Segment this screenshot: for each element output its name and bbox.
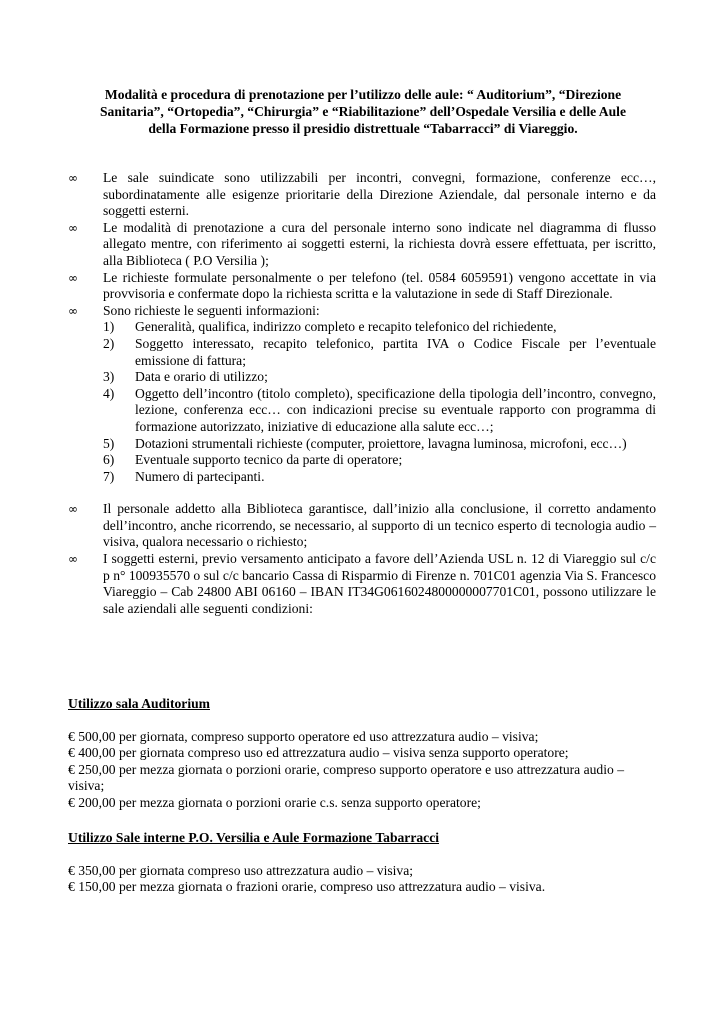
list-item-text: Sono richieste le seguenti informazioni: [103,302,320,318]
numbered-item [103,319,656,336]
price-line: € 500,00 per giornata, compreso supporto operatore ed uso attrezzatura audio – visiva; [68,728,539,744]
document-title [68,86,658,137]
price-line: € 150,00 per mezza giornata o frazioni orarie, compreso uso attrezzatura audio – visiva. [68,879,546,895]
sale-interne-section [68,830,656,896]
numbered-item [103,336,656,369]
item-number: 1) [103,319,115,335]
item-number: 6) [103,452,115,468]
item-number: 2) [103,335,115,351]
section-heading: Utilizzo sala Auditorium [68,696,210,711]
required-info-list [103,319,656,485]
list-item-text: Le richieste formulate personalmente o per telefono (tel. 0584 6059591) vengono accettate in via provvisoria e confermate dopo la richiesta scritta e la valutazione in sede di Staff Direzionale. [103,269,656,302]
numbered-item [103,452,656,469]
title-line: della Formazione presso il presidio distrettuale “Tabarracci” di Viareggio. [148,121,578,136]
infinity-bullet-icon: ∞ [68,171,78,185]
list-item [68,270,656,303]
item-text: Generalità, qualifica, indirizzo completo e recapito telefonico del richiedente, [135,319,557,335]
conditions-list [68,170,656,617]
numbered-item [103,369,656,386]
auditorium-section [68,696,656,812]
spacer [68,485,656,501]
item-text: Oggetto dell’incontro (titolo completo), specificazione della tipologia dell’incontro, convegno, lezione, conferenza ecc… con indicazioni precise su eventuale rapporto con programma di formazione autorizzato, iniziative di educazione alla salute ecc…; [135,385,656,434]
price-line: € 200,00 per mezza giornata o porzioni orarie c.s. senza supporto operatore; [68,794,481,810]
list-item-text: Le modalità di prenotazione a cura del personale interno sono indicate nel diagramma di flusso allegato mentre, con riferimento ai soggetti esterni, la richiesta dovrà essere effettuata, per iscritto, alla Biblioteca ( P.O Versilia ); [103,219,656,268]
item-text: Numero di partecipanti. [135,468,265,484]
infinity-bullet-icon: ∞ [68,303,78,318]
title-line: Sanitaria”, “Ortopedia”, “Chirurgia” e “Riabilitazione” dell’Ospedale Versilia e delle Aule [100,104,626,119]
item-text: Soggetto interessato, recapito telefonico, partita IVA o Codice Fiscale per l’eventuale emissione di fattura; [135,335,656,368]
numbered-item [103,469,656,486]
title-line: Modalità e procedura di prenotazione per l’utilizzo delle aule: “ Auditorium”, “Direzione [104,87,622,102]
item-text: Data e orario di utilizzo; [135,369,268,385]
infinity-bullet-icon: ∞ [68,502,78,517]
list-item-text: Il personale addetto alla Biblioteca garantisce, dall’inizio alla conclusione, il corretto andamento dell’incontro, anche ricorrendo, se necessario, al supporto di un tecnico esperto di tecnologia audio – visiva, qualora necessario o richiesto; [103,501,656,550]
list-item [68,501,656,551]
infinity-bullet-icon: ∞ [68,270,78,285]
numbered-item [103,386,656,436]
item-number: 5) [103,435,115,451]
infinity-bullet-icon: ∞ [68,220,78,235]
price-line: € 350,00 per giornata compreso uso attrezzatura audio – visiva; [68,862,414,878]
item-text: Eventuale supporto tecnico da parte di operatore; [135,452,403,468]
infinity-bullet-icon: ∞ [68,552,78,567]
list-item-text: Le sale suindicate sono utilizzabili per incontri, convegni, formazione, conferenze ecc…, subordinatamente alle esigenze prioritarie della Direzione Aziendale, dal personale interno e da soggetti esterni. [103,170,656,219]
item-number: 7) [103,468,115,484]
item-number: 3) [103,369,115,385]
section-heading: Utilizzo Sale interne P.O. Versilia e Aule Formazione Tabarracci [68,830,440,845]
list-item [68,551,656,617]
list-item-text: I soggetti esterni, previo versamento anticipato a favore dell’Azienda USL n. 12 di Viareggio sul c/c p n° 100935570 o sul c/c bancario Cassa di Risparmio di Firenze n. 701C01 agenzia Via S. Francesco Viareggio – Cab 24800 ABI 06160 – IBAN IT34G0616024800000007701C01, possono utilizzare le sale aziendali alle seguenti condizioni: [103,551,656,616]
price-line: € 250,00 per mezza giornata o porzioni orarie, compreso supporto operatore e uso attrezzatura audio – visiva; [68,761,624,794]
item-number: 4) [103,385,115,401]
list-item [68,303,656,486]
item-text: Dotazioni strumentali richieste (computer, proiettore, lavagna luminosa, microfoni, ecc…) [135,435,627,451]
numbered-item [103,436,656,453]
price-line: € 400,00 per giornata compreso uso ed attrezzatura audio – visiva senza supporto operatore; [68,745,569,761]
list-item [68,170,656,220]
list-item [68,220,656,270]
